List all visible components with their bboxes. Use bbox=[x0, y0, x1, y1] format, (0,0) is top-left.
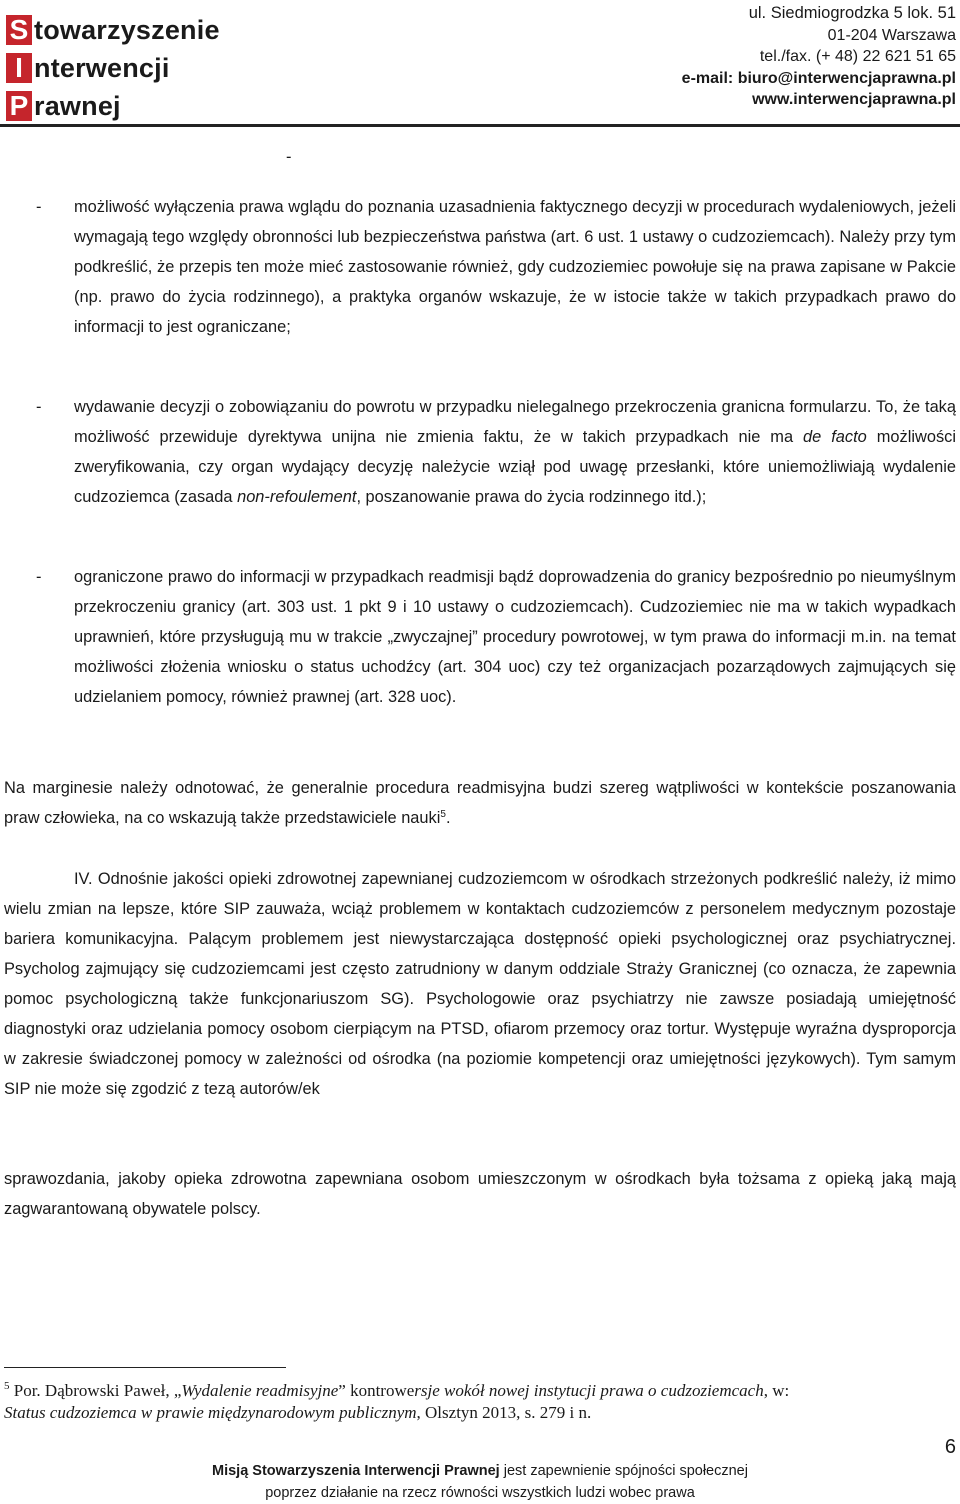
bullet-paragraph-1: możliwość wyłączenia prawa wglądu do poznania uzasadnienia faktycznego decyzji w procedurach wydaleniowych, jeżeli wymagają tego względy obronności lub bezpieczeństwa państwa (art. 6 ust. 1 ustawy o cudzoziemcach). Należy przy tym podkreślić, że przepis ten może mieć zastosowanie również, gdy cudzoziemiec powołuje się na prawa zapisane w Pakcie (np. prawo do życia rodzinnego), a praktyka organów wskazuje, że w istocie także w takich przypadkach prawo do informacji to jest ograniczane; bbox=[74, 198, 956, 336]
contact-city: 01-204 Warszawa bbox=[827, 26, 956, 44]
footnote-separator bbox=[4, 1367, 286, 1368]
section-iv-paragraph bbox=[4, 864, 956, 1104]
bullet2-italic-de-facto: de facto bbox=[803, 428, 867, 446]
footnote-after: , w: bbox=[763, 1381, 790, 1400]
header-divider bbox=[0, 124, 960, 127]
bullet2-text-c: , poszanowanie prawa do życia rodzinnego itd.); bbox=[356, 488, 707, 506]
contact-phone: tel./fax. (+ 48) 22 621 51 65 bbox=[759, 48, 956, 65]
bullet-dash-1: - bbox=[36, 198, 42, 216]
bullet2-text-a: wydawanie decyzji o zobowiązaniu do powrotu w przypadku nielegalnego przekroczenia granicna formularzu. To, że taką możliwość przewiduje dyrektywa unijna nie zmienia faktu, że w takich przypadkach nie ma bbox=[74, 398, 956, 446]
bullet-dash-2: - bbox=[36, 398, 42, 416]
footnote-number: 5 bbox=[4, 1380, 10, 1392]
footnote-article-title: Wydalenie readmisyjne bbox=[181, 1381, 339, 1400]
footnote-article-title-tail: rsje wokół nowej instytucji prawa o cudzoziemcach bbox=[414, 1381, 764, 1400]
logo-initial-s: S bbox=[6, 15, 32, 45]
contact-block bbox=[682, 3, 956, 111]
footer-line-1 bbox=[0, 1460, 960, 1482]
footer-mission-rest: jest zapewnienie spójności społecznej bbox=[499, 1463, 748, 1479]
contact-website[interactable]: www.interwencjaprawna.pl bbox=[752, 91, 956, 108]
continuation-paragraph: sprawozdania, jakoby opieka zdrowotna zapewniana osobom umieszczonym w ośrodkach była tożsama z opieką jaką mają zagwarantowaną obywatele polscy. bbox=[4, 1170, 956, 1218]
footnote-mid: ” kontrowe bbox=[338, 1381, 415, 1400]
footnote-5 bbox=[4, 1380, 954, 1424]
page-footer bbox=[0, 1460, 960, 1504]
margin-note-paragraph bbox=[4, 773, 956, 833]
margin-note-text: Na marginesie należy odnotować, że generalnie procedura readmisyjna budzi szereg wątpliwości w kontekście poszanowania praw człowieka, na co wskazują także przedstawiciele nauki bbox=[4, 779, 956, 827]
section-iv-number: IV. bbox=[74, 870, 93, 888]
margin-note-end: . bbox=[445, 809, 451, 827]
footnote-reference-5[interactable]: 5 bbox=[440, 809, 446, 820]
bullet-dash-3: - bbox=[36, 568, 42, 586]
logo-text-3: rawnej bbox=[34, 90, 121, 121]
footnote-end: , Olsztyn 2013, s. 279 i n. bbox=[416, 1403, 592, 1422]
logo-text-2: nterwencji bbox=[34, 52, 170, 83]
letterhead bbox=[0, 0, 960, 130]
section-iv-text: Odnośnie jakości opieki zdrowotnej zapewnianej cudzoziemcom w ośrodkach strzeżonych podkreślić należy, iż mimo wielu zmian na lepsze, które SIP zauważa, wciąż problemem w kontaktach cudzoziemców z personelem medycznym pozostaje bariera komunikacyjna. Palącym problemem jest niewystarczająca dostępność opieki psychologicznej oraz psychiatrycznej. Psycholog zajmujący się cudzoziemcami jest często zatrudniony w danym oddziale Straży Granicznej (co oznacza, że zapewnia pomoc psychologiczną także funkcjonariuszom SG). Psychologowie oraz psychiatrzy nie zawsze posiadają umiejętność diagnostyki oraz udzielania pomocy osobom cierpiącym na PTSD, ofiarom przemocy oraz tortur. Występuje wyraźna dysproporcja w zakresie świadczonej pomocy w zależności od ośrodka (na poziomie kompetencji oraz umiejętności językowych). Tym samym SIP nie może się zgodzić z tezą autorów/ek bbox=[4, 870, 956, 1098]
stray-dash: - bbox=[286, 148, 292, 166]
contact-email[interactable]: e-mail: biuro@interwencjaprawna.pl bbox=[681, 69, 956, 87]
logo-row-3 bbox=[6, 90, 220, 122]
bullet2-italic-non-refoulement: non-refoulement bbox=[237, 488, 357, 506]
logo-text-1: towarzyszenie bbox=[34, 14, 220, 45]
logo-row-2 bbox=[6, 52, 220, 84]
logo-initial-i: I bbox=[6, 53, 32, 83]
contact-address: ul. Siedmiogrodzka 5 lok. 51 bbox=[748, 4, 956, 22]
footer-mission-bold: Misją Stowarzyszenia Interwencji Prawnej bbox=[212, 1463, 500, 1479]
bullet2-text-b: możliwości zweryfikowania, czy organ wydający decyzję należycie wziął pod uwagę przesłanki, które uniemożliwiają wydalenie cudzoziemca (zasada bbox=[74, 428, 956, 506]
organization-logo bbox=[6, 14, 220, 128]
logo-row-1 bbox=[6, 14, 220, 46]
page-number: 6 bbox=[944, 1436, 956, 1458]
logo-initial-p: P bbox=[6, 91, 32, 121]
bullet-paragraph-3: ograniczone prawo do informacji w przypadkach readmisji bądź doprowadzenia do granicy bezpośrednio po nieumyślnym przekroczeniu granicy (art. 303 ust. 1 pkt 9 i 10 ustawy o cudzoziemcach). Cudzoziemiec nie ma w takich wypadkach uprawnień, które przysługują mu w trakcie „zwyczajnej” procedury powrotowej, w tym prawa do informacji m.in. na temat możliwości złożenia wniosku o status uchodźcy (art. 304 uoc) czy też organizacjach pozarządowych zajmujących się udzielaniem pomocy, również prawnej (art. 328 uoc). bbox=[74, 568, 956, 706]
bullet-paragraph-2 bbox=[74, 392, 956, 512]
footnote-book-title: Status cudzoziemca w prawie międzynarodowym publicznym bbox=[4, 1403, 417, 1422]
footer-line-2: poprzez działanie na rzecz równości wszystkich ludzi wobec prawa bbox=[265, 1485, 695, 1501]
footnote-lead: Por. Dąbrowski Paweł, „ bbox=[9, 1381, 182, 1400]
